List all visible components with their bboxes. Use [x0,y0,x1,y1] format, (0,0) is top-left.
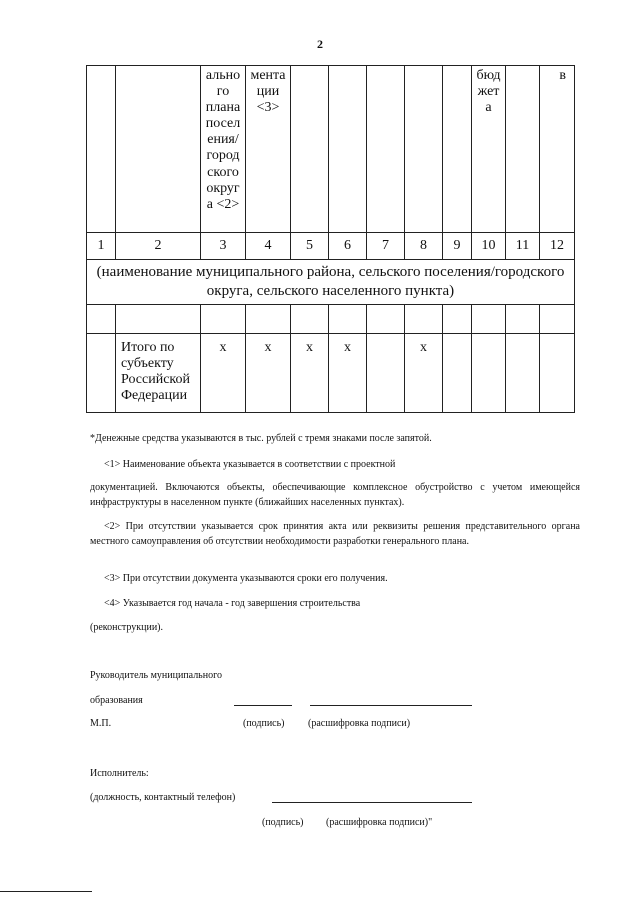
column-number: 6 [329,233,367,260]
column-number: 9 [443,233,472,260]
signature-caption: (подпись) [243,718,285,729]
column-number: 3 [201,233,246,260]
table-cell [506,305,540,334]
table-cell [201,305,246,334]
table-cell [443,305,472,334]
executor-label: Исполнитель: [90,768,149,779]
column-number: 7 [367,233,405,260]
column-number: 10 [472,233,506,260]
table-cell [87,305,116,334]
total-cell: х [246,334,291,413]
note-1b: документацией. Включаются объекты, обеспечивающие комплексное обустройство с учетом имеющейся инфраструктуры в населенном пункте (ближайших населенных пунктах). [90,482,580,508]
note-4a: <4> Указывается год начала - год завершения строительства [104,598,361,609]
head-title-line1: Руководитель муниципального [90,670,222,681]
page-number: 2 [317,37,323,51]
total-cell: х [201,334,246,413]
table-cell [472,305,506,334]
decode-line [310,705,472,706]
table-cell [405,305,443,334]
total-cell [540,334,575,413]
signature-line [234,705,292,706]
footer-divider [0,891,92,892]
total-cell: х [329,334,367,413]
total-cell [367,334,405,413]
column-number: 8 [405,233,443,260]
header-cell: бюд жет а [472,66,506,233]
decode-caption-2: (расшифровка подписи)" [326,817,433,828]
column-number: 5 [291,233,329,260]
empty-row [87,305,575,334]
header-cell: в [540,66,575,233]
column-number: 4 [246,233,291,260]
section-row [87,260,575,305]
executor-line [272,802,472,803]
decode-caption: (расшифровка подписи) [308,718,411,729]
header-cell [443,66,472,233]
column-number: 11 [506,233,540,260]
position-phone-label: (должность, контактный телефон) [90,792,236,803]
total-cell [506,334,540,413]
total-row [87,334,575,413]
table-cell [540,305,575,334]
total-cell [472,334,506,413]
total-cell [87,334,116,413]
column-number-row [87,233,575,260]
seal-label: М.П. [90,718,112,729]
section-title: (наименование муниципального района, сельского поселения/городского округа, сельского населенного пункта) [87,260,575,305]
header-cell [116,66,201,233]
header-cell [367,66,405,233]
table-cell [367,305,405,334]
column-number: 2 [116,233,201,260]
header-cell [291,66,329,233]
header-cell [506,66,540,233]
total-cell: х [405,334,443,413]
total-label: Итого по субъекту Российской Федерации [116,334,201,413]
total-cell [443,334,472,413]
header-row [87,66,575,233]
table-cell [246,305,291,334]
column-number: 1 [87,233,116,260]
column-number: 12 [540,233,575,260]
note-currency: *Денежные средства указываются в тыс. рублей с тремя знаками после запятой. [90,433,432,444]
head-title-line2: образования [90,695,143,706]
header-cell [405,66,443,233]
note-1a: <1> Наименование объекта указывается в соответствии с проектной [104,459,396,470]
table-cell [291,305,329,334]
data-table [86,65,575,413]
table-cell [116,305,201,334]
header-cell: мента ции <3> [246,66,291,233]
note-2: <2> При отсутствии указывается срок принятия акта или реквизиты решения представительного органа местного самоуправления об отсутствии необходимости разработки генерального плана. [90,521,580,547]
note-3: <3> При отсутствии документа указываются сроки его получения. [104,573,388,584]
note-4b: (реконструкции). [90,622,164,633]
total-cell: х [291,334,329,413]
header-cell [329,66,367,233]
header-cell: ально го плана посел ения/ город ского округ а <2> [201,66,246,233]
header-cell [87,66,116,233]
table-cell [329,305,367,334]
signature-caption-2: (подпись) [262,817,304,828]
